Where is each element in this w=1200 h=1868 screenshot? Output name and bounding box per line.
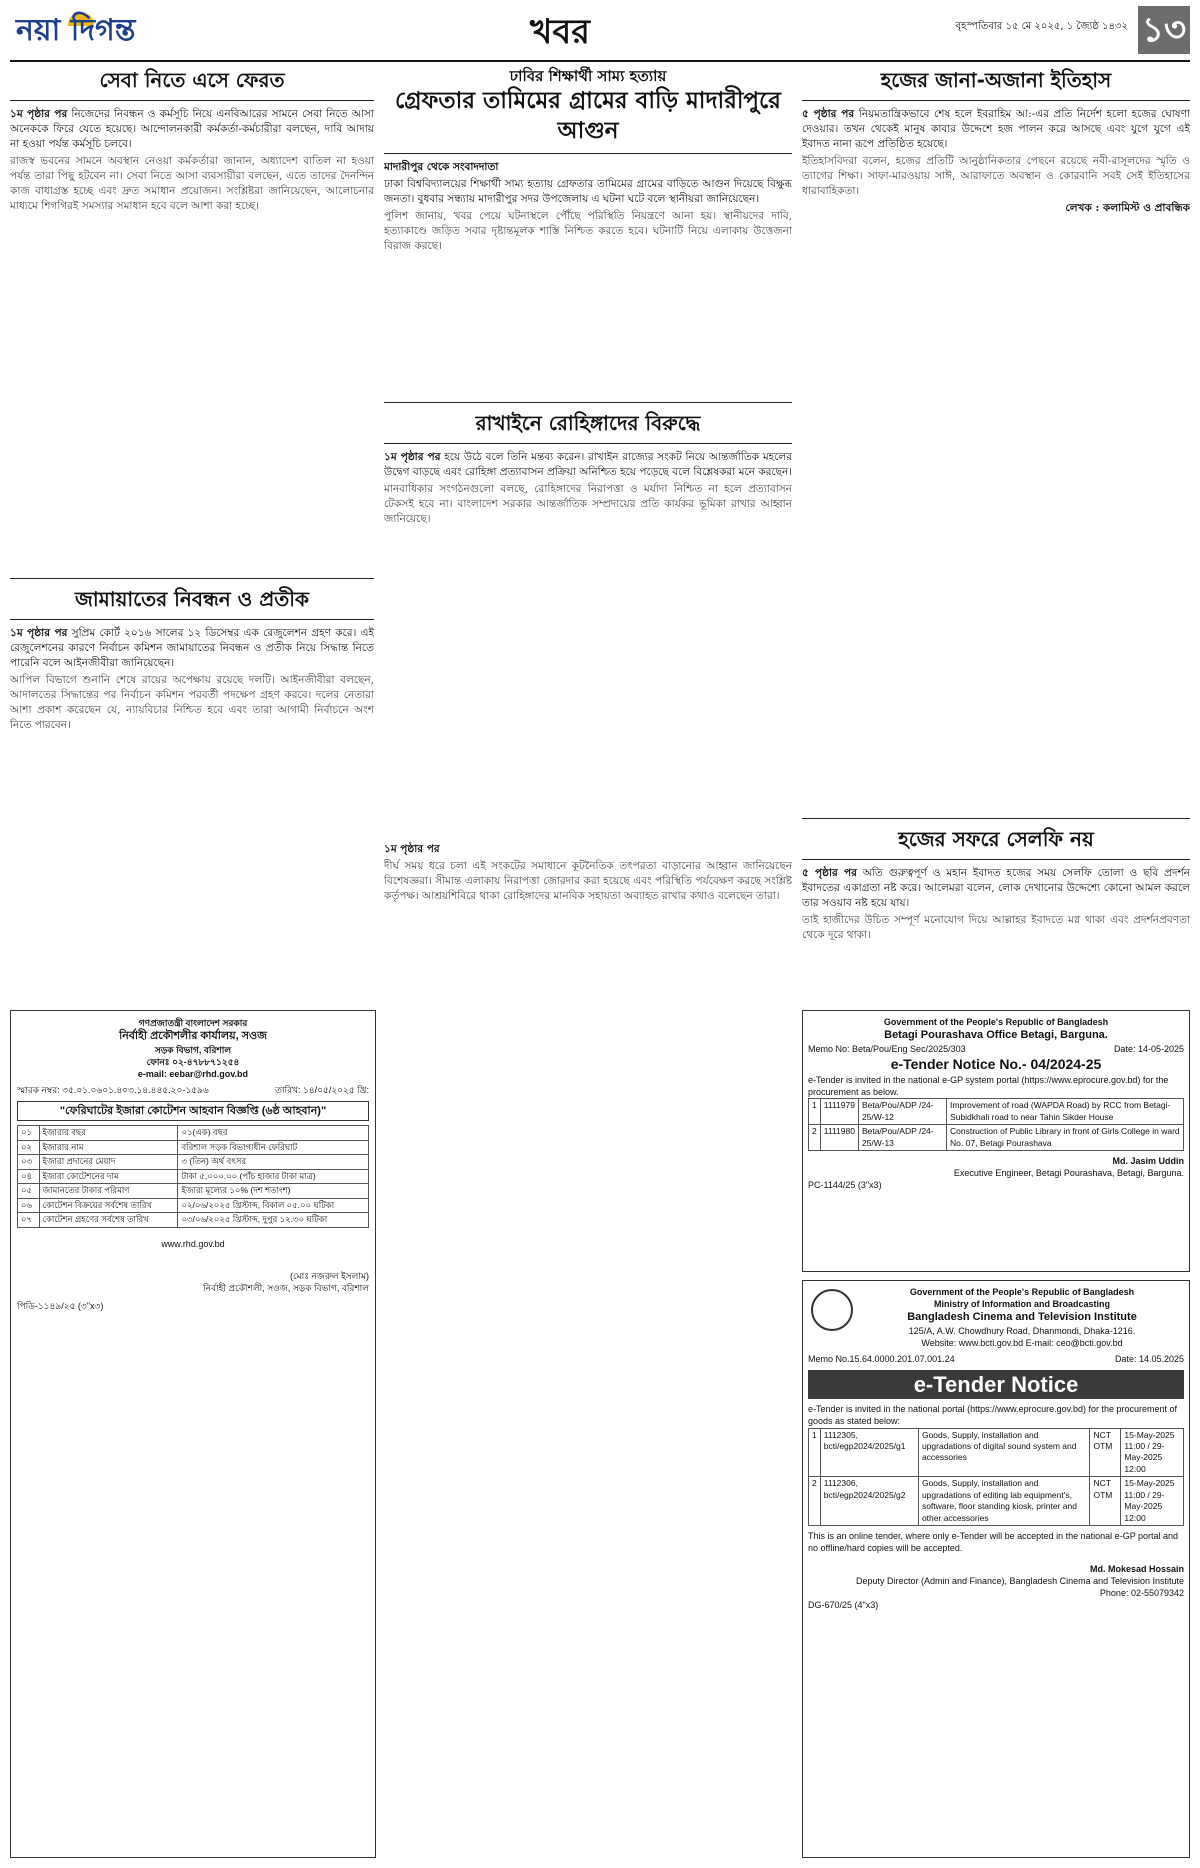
table-cell-no: ০২ xyxy=(18,1140,40,1154)
article-seba xyxy=(10,66,374,566)
page-number: ১৩ xyxy=(1138,6,1190,54)
table-cell-pkg: Beta/Pou/ADP /24-25/W-12 xyxy=(858,1099,946,1125)
table-cell-label: ইজারা প্রদানের মেয়াদ xyxy=(39,1155,178,1169)
ad-code: পিডি-১১৪৯/২৫ (৩"x৩) xyxy=(17,1301,104,1312)
article-headline[interactable]: জামায়াতের নিবন্ধন ও প্রতীক xyxy=(74,587,310,611)
article-headline[interactable]: হজের সফরে সেলফি নয় xyxy=(898,827,1094,851)
ad-title: e-Tender Notice No.- 04/2024-25 xyxy=(890,1056,1102,1073)
ad-table xyxy=(808,1428,1184,1527)
ad-office: Betagi Pourashava Office Betagi, Barguna. xyxy=(884,1029,1108,1042)
table-cell-sl: 1 xyxy=(809,1428,821,1477)
table-row xyxy=(18,1184,369,1198)
ad-gov: Government of the People's Republic of Bangladesh xyxy=(909,1287,1135,1297)
ad-phone: Phone: 02-55079342 xyxy=(1099,1587,1184,1598)
ad-bcti-tender xyxy=(802,1280,1190,1858)
table-row xyxy=(809,1125,1184,1151)
table-cell-no: ০৫ xyxy=(18,1184,40,1198)
ad-title: e-Tender Notice xyxy=(808,1370,1184,1400)
article-headline[interactable]: গ্রেফতার তামিমের গ্রামের বাড়ি মাদারীপুরে আগুন xyxy=(395,88,781,145)
divider xyxy=(802,859,1190,860)
ad-intro: e-Tender is invited in the national portal (https://www.eprocure.gov.bd) for the procurement of goods as stated below: xyxy=(808,1404,1178,1427)
table-cell-id: 1111979 xyxy=(820,1099,858,1125)
divider xyxy=(10,578,374,579)
table-cell-sl: 2 xyxy=(809,1477,821,1526)
table-cell-no: ০৪ xyxy=(18,1169,40,1183)
ad-date: তারিখ: ১৪/০৫/২০২৫ খ্রি: xyxy=(275,1085,369,1096)
article-lead: অতি গুরুত্বপূর্ণ ও মহান ইবাদত হজের সময় সেলফি তোলা ও ছবি প্রদর্শন ইবাদতের একাগ্রতা নষ্ট করে। আলেমরা বলেন, লোক দেখানোর উদ্দেশ্যে কোনো আমল করলে তার সওয়াব নষ্ট হয়ে যায়। xyxy=(802,867,1190,910)
article-jamaat xyxy=(10,572,374,1002)
table-cell-type: NCT OTM xyxy=(1090,1477,1121,1526)
table-cell-id: 1112306, bcti/egp2024/2025/g2 xyxy=(820,1477,918,1526)
table-cell-no: ০৬ xyxy=(18,1198,40,1212)
ad-gov: গণপ্রজাতন্ত্রী বাংলাদেশ সরকার xyxy=(138,1018,248,1028)
table-row xyxy=(809,1099,1184,1125)
ad-web[interactable]: Website: www.bcti.gov.bd E-mail: ceo@bcti.gov.bd xyxy=(921,1338,1123,1349)
table-cell-nature: Goods, Supply, installation and upgradations of digital sound system and accessories xyxy=(918,1428,1090,1477)
table-cell-label: জামানতের টাকার পরিমাণ xyxy=(39,1184,178,1198)
jump-label: ১ম পৃষ্ঠার পর xyxy=(10,627,68,640)
table-cell-work: Construction of Public Library in front of Girls College in ward No. 07, Betagi Pourashava xyxy=(947,1125,1184,1151)
article-continuation xyxy=(384,842,792,1858)
ad-table xyxy=(17,1125,369,1227)
article-rakhine xyxy=(384,396,792,836)
article-lead: সুপ্রিম কোর্ট ২০১৬ সালের ১২ ডিসেম্বর এক রেজুলেশন গ্রহণ করে। এই রেজুলেশনের কারণে নির্বাচন কমিশন জামায়াতের নিবন্ধন ও প্রতীক নিয়ে সিদ্ধান্ত নিতে পারেনি বলে আইনজীবীরা জানিয়েছেন। xyxy=(10,627,374,670)
table-cell-label: কোটেশন গ্রহণের সর্বশেষ তারিখ xyxy=(39,1213,178,1227)
table-cell-type: NCT OTM xyxy=(1090,1428,1121,1477)
ad-email[interactable]: e-mail: eebar@rhd.gov.bd xyxy=(137,1069,249,1080)
table-row xyxy=(18,1169,369,1183)
table-cell-no: ০৭ xyxy=(18,1213,40,1227)
jump-label: ১ম পৃষ্ঠার পর xyxy=(10,108,68,121)
article-lead: ঢাকা বিশ্ববিদ্যালয়ের শিক্ষার্থী সাম্য হত্যায় গ্রেফতার তামিমের গ্রামের বাড়িতে আগুন দিয়েছে বিক্ষুব্ধ জনতা। বুধবার সন্ধ্যায় মাদারীপুর সদর উপজেলায় এ ঘটনা ঘটে বলে স্থানীয়রা জানিয়েছেন। xyxy=(384,177,792,205)
divider xyxy=(10,100,374,101)
ad-phone: ফোনঃ ০২-৪৭৮৮৭১২৫৪ xyxy=(146,1057,240,1068)
divider xyxy=(384,402,792,403)
article-hajj-history xyxy=(802,66,1190,806)
ad-signer: (মোঃ নজরুল ইসলাম) xyxy=(289,1270,369,1281)
table-cell-pkg: Beta/Pou/ADP /24-25/W-13 xyxy=(858,1125,946,1151)
article-body: দীর্ঘ সময় ধরে চলা এই সংকটের সমাধানে কূটনৈতিক তৎপরতা বাড়ানোর আহ্বান জানিয়েছেন বিশেষজ্ঞরা। সীমান্ত এলাকায় নিরাপত্তা জোরদার করা হয়েছে এবং পরিস্থিতি পর্যবেক্ষণ করছে সংশ্লিষ্ট কর্তৃপক্ষ। আশ্রয়শিবিরে থাকা রোহিঙ্গাদের মানবিক সহায়তা অব্যাহত রাখার কথাও বলেছেন তারা। xyxy=(384,859,792,902)
ad-office: নির্বাহী প্রকৌশলীর কার্যালয়, সওজ xyxy=(119,1030,267,1043)
divider xyxy=(384,153,792,154)
article-body: ইতিহাসবিদরা বলেন, হজের প্রতিটি আনুষ্ঠানিকতার পেছনে রয়েছে নবী-রাসূলদের স্মৃতি ও ত্যাগের শিক্ষা। সাফা-মারওয়ায় সাঈ, আরাফাতে অবস্থান ও কোরবানি সবই সেই ইতিহাসের ধারাবাহিকতা। xyxy=(802,155,1190,197)
table-cell-dates: 15-May-2025 11:00 / 29-May-2025 12:00 xyxy=(1121,1428,1184,1477)
ad-signer-title: নির্বাহী প্রকৌশলী, সওজ, সড়ক বিভাগ, বরিশাল xyxy=(203,1282,369,1293)
ad-title: "ফেরিঘাটের ইজারা কোটেশন আহবান বিজ্ঞপ্তি (৬ষ্ঠ আহবান)" xyxy=(17,1101,369,1122)
ad-memo: Memo No: Beta/Pou/Eng Sec/2025/303 xyxy=(808,1043,966,1054)
divider xyxy=(802,818,1190,819)
ad-signer-title: Deputy Director (Admin and Finance), Bangladesh Cinema and Television Institute xyxy=(855,1575,1184,1586)
table-cell-value: ইজারা মূল্যের ১০% (দশ শতাংশ) xyxy=(178,1184,369,1198)
table-row xyxy=(18,1198,369,1212)
newspaper-logo[interactable]: নয়া দিগন্ত xyxy=(16,13,136,48)
table-cell-value: ৩ (তিন) অর্থ বৎসর xyxy=(178,1155,369,1169)
ad-ministry: Ministry of Information and Broadcasting xyxy=(933,1299,1110,1310)
table-cell-no: ০১ xyxy=(18,1126,40,1140)
table-cell-value: ০২/০৬/২০২৫ খ্রিস্টাব্দ, বিকাল ০৫.০০ ঘটিকা xyxy=(178,1198,369,1212)
masthead xyxy=(10,6,1190,58)
table-row xyxy=(809,1428,1184,1477)
divider xyxy=(10,619,374,620)
article-lead: নিজেদের নিবন্ধন ও কর্মসূচি নিয়ে এনবিআরের সামনে সেবা নিতে আসা অনেককে ফিরে যেতে হয়েছে। আন্দোলনকারী কর্মকর্তা-কর্মচারীরা বলছেন, দাবি আদায় না হওয়া পর্যন্ত কর্মসূচি চলবে। xyxy=(10,108,374,151)
jump-label: ৫ পৃষ্ঠার পর xyxy=(802,867,857,880)
table-cell-value: ০৩/০৬/২০২৫ খ্রিস্টাব্দ, দুপুর ১২.৩০ ঘটিকা xyxy=(178,1213,369,1227)
ad-date: Date: 14.05.2025 xyxy=(1114,1354,1184,1365)
table-cell-work: Improvement of road (WAPDA Road) by RCC from Betagi-Subidkhali road to near Tahin Sikder House xyxy=(947,1099,1184,1125)
article-author: লেখক : কলামিস্ট ও প্রাবন্ধিক xyxy=(1065,201,1190,214)
article-body: রাজস্ব ভবনের সামনে অবস্থান নেওয়া কর্মকর্তারা জানান, অধ্যাদেশ বাতিল না হওয়া পর্যন্ত তারা পিছু হটবেন না। সেবা নিতে আসা ব্যবসায়ীরা বলছেন, এতে তাদের দৈনন্দিন কাজ বাধাগ্রস্ত হচ্ছে এবং দ্রুত সমাধান প্রয়োজন। সংশ্লিষ্টরা জানিয়েছেন, আলোচনার মাধ্যমে শিগগিরই সমস্যার সমাধান হবে বলে আশা করা হচ্ছে। xyxy=(10,155,374,212)
ad-memo: স্মারক নম্বর: ৩৫.০১.০৬০১.৪০৩.১৪.৪৪৫.২০-১৫৯৬ xyxy=(17,1085,209,1096)
ad-betagi-tender xyxy=(802,1010,1190,1272)
issue-date: বৃহস্পতিবার ১৫ মে ২০২৫, ১ জ্যৈষ্ঠ ১৪৩২ xyxy=(955,21,1128,32)
divider xyxy=(384,443,792,444)
ad-intro: e-Tender is invited in the national e-GP system portal (https://www.eprocure.gov.bd) for the procurement as below. xyxy=(808,1075,1169,1098)
ad-signer: Md. Mokesad Hossain xyxy=(1089,1563,1184,1574)
article-headline[interactable]: হজের জানা-অজানা ইতিহাস xyxy=(880,68,1112,92)
table-cell-id: 1112305, bcti/egp2024/2025/g1 xyxy=(820,1428,918,1477)
article-body: তাই হাজীদের উচিত সম্পূর্ণ মনোযোগ দিয়ে আল্লাহর ইবাদতে মগ্ন থাকা এবং প্রদর্শনপ্রবণতা থেকে দূরে থাকা। xyxy=(802,914,1190,942)
article-hajj-selfie xyxy=(802,812,1190,1002)
table-cell-sl: 2 xyxy=(809,1125,821,1151)
jump-label: ৫ পৃষ্ঠার পর xyxy=(802,108,855,121)
ad-signer-title: Executive Engineer, Betagi Pourashava, Betagi, Barguna. xyxy=(953,1168,1184,1179)
table-cell-dates: 15-May-2025 11:00 / 29-May-2025 12:00 xyxy=(1121,1477,1184,1526)
article-samya xyxy=(384,66,792,392)
table-row xyxy=(18,1140,369,1154)
article-dateline: মাদারীপুর থেকে সংবাদদাতা xyxy=(384,161,499,174)
table-row xyxy=(18,1213,369,1227)
masthead-rule xyxy=(10,60,1190,62)
table-cell-label: ইজারার নাম xyxy=(39,1140,178,1154)
article-kicker: ঢাবির শিক্ষার্থী সাম্য হত্যায় xyxy=(509,67,667,85)
ad-division: সড়ক বিভাগ, বরিশাল xyxy=(154,1044,232,1055)
article-body: আপিল বিভাগে শুনানি শেষে রায়ের অপেক্ষায় রয়েছে দলটি। আইনজীবীরা বলছেন, আদালতের সিদ্ধান্তের পর নির্বাচন কমিশন পরবর্তী পদক্ষেপ গ্রহণ করবে। দলের নেতারা আশা প্রকাশ করেছেন যে, ন্যায়বিচার নিশ্চিত হবে এবং তারা আগামী নির্বাচনে অংশ নিতে পারবেন। xyxy=(10,674,374,731)
ad-code: PC-1144/25 (3"x3) xyxy=(808,1180,882,1191)
ad-memo: Memo No.15.64.0000.201.07.001.24 xyxy=(808,1354,955,1365)
table-row xyxy=(18,1155,369,1169)
table-cell-label: ইজারার বছর xyxy=(39,1126,178,1140)
article-body: মানবাধিকার সংগঠনগুলো বলছে, রোহিঙ্গাদের নিরাপত্তা ও মর্যাদা নিশ্চিত না হলে প্রত্যাবাসন টেকসই হবে না। বাংলাদেশ সরকার আন্তর্জাতিক সম্প্রদায়ের প্রতি কার্যকর ভূমিকা রাখার আহ্বান জানিয়েছে। xyxy=(384,483,792,526)
jump-label: ১ম পৃষ্ঠার পর xyxy=(384,843,440,855)
table-row xyxy=(18,1126,369,1140)
ad-gov: Government of the People's Republic of Bangladesh xyxy=(883,1017,1109,1027)
table-cell-label: ইজারা কোটেশনের দাম xyxy=(39,1169,178,1183)
article-body: পুলিশ জানায়, খবর পেয়ে ঘটনাস্থলে পৌঁছে পরিস্থিতি নিয়ন্ত্রণে আনা হয়। স্থানীয়দের দাবি, হত্যাকাণ্ডে জড়িত সবার দৃষ্টান্তমূলক শাস্তি নিশ্চিত করতে হবে। ঘটনাটি নিয়ে এলাকায় উত্তেজনা বিরাজ করছে। xyxy=(384,209,792,252)
article-headline[interactable]: সেবা নিতে এসে ফেরত xyxy=(99,68,285,92)
divider xyxy=(802,100,1190,101)
ad-website[interactable]: www.rhd.gov.bd xyxy=(161,1238,225,1249)
section-title: খবর xyxy=(530,12,590,52)
ad-institute: Bangladesh Cinema and Television Institute xyxy=(907,1311,1137,1324)
jump-label: ১ম পৃষ্ঠার পর xyxy=(384,451,441,464)
article-headline[interactable]: রাখাইনে রোহিঙ্গাদের বিরুদ্ধে xyxy=(475,411,701,435)
ad-date: Date: 14-05-2025 xyxy=(1113,1043,1184,1054)
ad-outro: This is an online tender, where only e-Tender will be accepted in the national e-GP portal and no offline/hard copies will be accepted. xyxy=(808,1531,1179,1554)
government-emblem-icon xyxy=(811,1289,853,1331)
article-lead: হয়ে উঠে বলে তিনি মন্তব্য করেন। রাখাইন রাজ্যের সংকট নিয়ে আন্তর্জাতিক মহলের উদ্বেগ বাড়ছে এবং রোহিঙ্গা প্রত্যাবাসন প্রক্রিয়া অনিশ্চিত হয়ে পড়েছে বলে বিশ্লেষকরা মনে করছেন। xyxy=(384,451,792,479)
table-cell-value: ০১(এক) বছর xyxy=(178,1126,369,1140)
ad-signer: Md. Jasim Uddin xyxy=(1112,1156,1184,1167)
table-cell-value: বরিশাল সড়ক বিভাগাধীন ফেরিঘাট xyxy=(178,1140,369,1154)
table-cell-id: 1111980 xyxy=(820,1125,858,1151)
table-cell-no: ০৩ xyxy=(18,1155,40,1169)
table-cell-sl: 1 xyxy=(809,1099,821,1125)
table-cell-value: টাকা ৫,০০০.০০ (পাঁচ হাজার টাকা মাত্র) xyxy=(178,1169,369,1183)
table-cell-label: কোটেশন বিক্রয়ের সর্বশেষ তারিখ xyxy=(39,1198,178,1212)
ad-table xyxy=(808,1098,1184,1151)
ad-address: 125/A, A.W. Chowdhury Road, Dhanmondi, Dhaka-1216. xyxy=(908,1326,1136,1337)
table-row xyxy=(809,1477,1184,1526)
article-lead: নিয়মতান্ত্রিকভাবে শেষ হলে ইবরাহিম আ:-এর প্রতি নির্দেশ হলো হজের ঘোষণা দেওয়ার। তখন থেকেই মানুষ কাবার উদ্দেশে হজ পালন করে আসছে এবং যুগে যুগে এই ইবাদত নানা রূপে প্রতিষ্ঠিত হয়েছে। xyxy=(802,108,1190,151)
ad-code: DG-670/25 (4"x3) xyxy=(808,1599,879,1610)
table-cell-nature: Goods, Supply, installation and upgradations of editing lab equipment's, software, floor standing kiosk, printer and other accessories xyxy=(918,1477,1090,1526)
ad-rhd-quotation xyxy=(10,1010,376,1858)
